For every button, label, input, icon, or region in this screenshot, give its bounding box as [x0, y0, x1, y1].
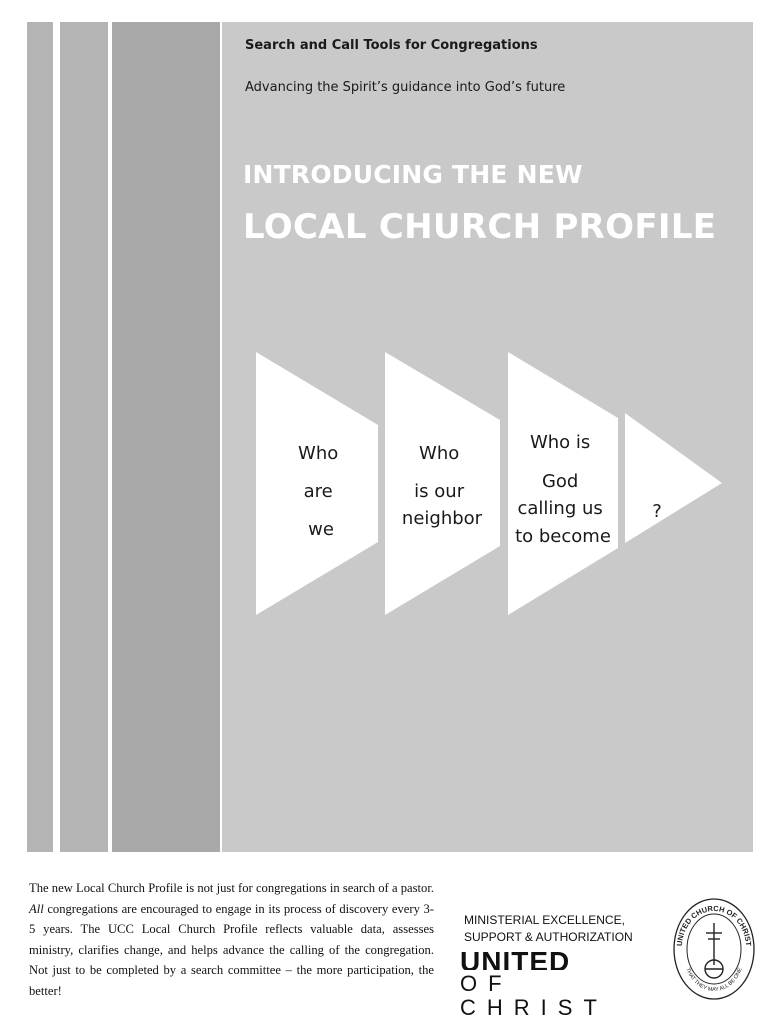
- step-label-3: Who is God calling us to become: [515, 432, 611, 547]
- page-title: LOCAL CHURCH PROFILE: [243, 207, 717, 247]
- organization-wordmark: [460, 950, 660, 1020]
- series-title: Search and Call Tools for Congregations: [245, 38, 538, 53]
- decorative-stripe: [112, 22, 220, 852]
- wordmark-line-2: OF CHRIST: [460, 971, 608, 1020]
- intro-paragraph: The new Local Church Profile is not just for congregations in search of a pastor. All congregations are encouraged to engage in its process of discovery every 3-5 years. The UCC Local Church Profile reflects valuable data, assesses ministry, clarifies change, and helps advance the calling of the congregation. Not just to be completed by a search committee – the more participation, the better!: [29, 881, 434, 998]
- emphasis-text: All: [29, 901, 44, 916]
- step-label-1: Who are we: [298, 443, 339, 540]
- decorative-stripe: [27, 22, 53, 852]
- svg-text:UNITED CHURCH OF CHRIST: UNITED CHURCH OF CHRIST: [674, 903, 754, 947]
- wordmark-line-1: UNITED: [460, 950, 571, 970]
- step-label-2: Who is our neighbor: [401, 443, 483, 529]
- ministry-name: MINISTERIAL EXCELLENCE, SUPPORT & AUTHORIZATION: [464, 913, 633, 944]
- tagline: Advancing the Spirit’s guidance into God’s future: [245, 80, 566, 95]
- step-label-4: ?: [652, 501, 662, 522]
- intro-heading: INTRODUCING THE NEW: [243, 160, 583, 189]
- church-seal-logo: [672, 895, 756, 1003]
- decorative-stripe: [60, 22, 108, 852]
- svg-text:THAT THEY MAY ALL BE ONE: THAT THEY MAY ALL BE ONE: [684, 967, 744, 994]
